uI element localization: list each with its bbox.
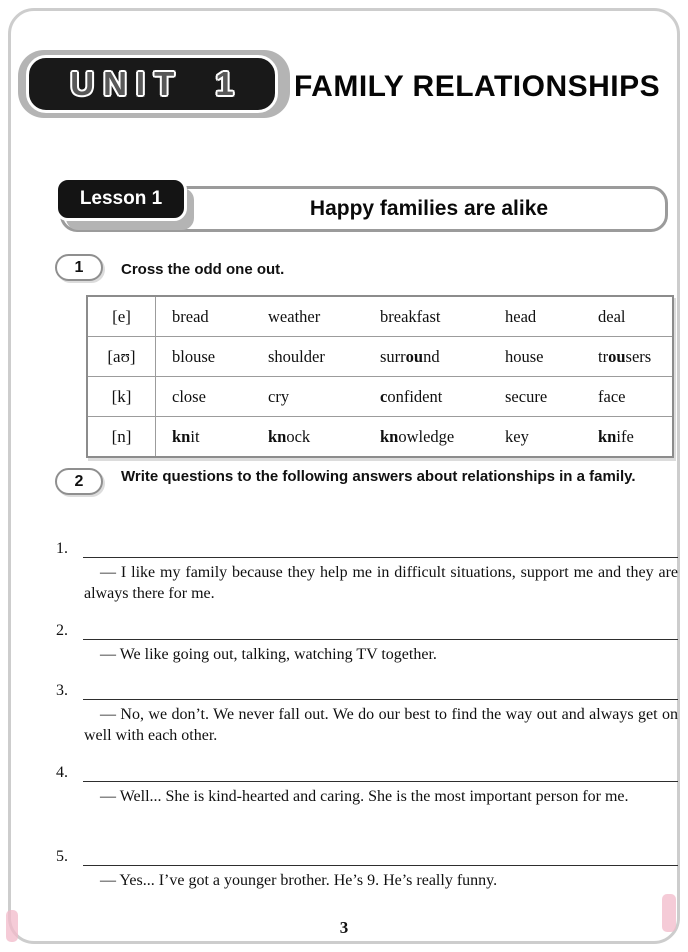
- exercise-1-instruction: Cross the odd one out.: [121, 261, 285, 278]
- lesson-title: Happy families are alike: [309, 197, 549, 220]
- answer-blank: [83, 540, 678, 558]
- item-number: 3.: [56, 682, 68, 699]
- word-list: [156, 297, 672, 336]
- word: head: [505, 306, 537, 326]
- print-artifact: [6, 910, 18, 942]
- sound-label: [n]: [88, 417, 156, 456]
- answer-text: — We like going out, talking, watching TV together.: [100, 646, 437, 663]
- answer-item: [56, 848, 678, 891]
- answer-item: [56, 540, 678, 604]
- word: knowledge: [380, 426, 455, 446]
- answer-item: [56, 682, 678, 746]
- word: knock: [268, 426, 311, 446]
- item-number: 1.: [56, 540, 68, 557]
- answer-item-head: [56, 682, 678, 700]
- word: close: [172, 386, 206, 406]
- page-number: 3: [339, 918, 349, 937]
- answer-blank: [83, 764, 678, 782]
- answer-item-head: [56, 848, 678, 866]
- answer-blank: [83, 848, 678, 866]
- word: blouse: [172, 346, 216, 366]
- exercise-2-instruction: Write questions to the following answers about relationships in a family.: [121, 468, 636, 485]
- word: house: [505, 346, 544, 366]
- answer-blank: [83, 622, 678, 640]
- word: deal: [598, 306, 626, 326]
- unit-banner: [26, 55, 278, 113]
- answer-item-head: [56, 540, 678, 558]
- answer-text: — No, we don’t. We never fall out. We do our best to find the way out and always get on well with each other.: [84, 706, 678, 744]
- exercise-2-number: 2: [74, 472, 84, 490]
- word: bread: [172, 306, 209, 326]
- word-list: [156, 377, 672, 416]
- answer-text: — Yes... I’ve got a younger brother. He’s 9. He’s really funny.: [100, 872, 498, 889]
- exercise-1-number-badge: [55, 254, 103, 281]
- sound-label: [e]: [88, 297, 156, 336]
- lesson-label: Lesson 1: [79, 188, 163, 209]
- table-row: [88, 417, 672, 456]
- exercise-2-number-badge: [55, 468, 103, 495]
- word: knit: [172, 426, 200, 446]
- lesson-tab: [55, 177, 187, 221]
- word: face: [598, 386, 626, 406]
- answer-item: [56, 622, 678, 665]
- word: confident: [380, 386, 443, 406]
- sound-label: [aʊ]: [88, 337, 156, 376]
- answer-item-head: [56, 622, 678, 640]
- item-number: 5.: [56, 848, 68, 865]
- word: secure: [505, 386, 548, 406]
- answer-text: — Well... She is kind-hearted and caring. She is the most important person for me.: [100, 788, 629, 805]
- unit-label: UNIT 1: [70, 65, 243, 102]
- sound-label: [k]: [88, 377, 156, 416]
- unit-title: FAMILY RELATIONSHIPS: [294, 70, 661, 103]
- word: breakfast: [380, 306, 441, 326]
- word: surround: [380, 346, 440, 366]
- word: cry: [268, 386, 290, 406]
- table-row: [88, 337, 672, 377]
- item-number: 4.: [56, 764, 68, 781]
- word: weather: [268, 306, 321, 326]
- word: shoulder: [268, 346, 325, 366]
- print-artifact: [662, 894, 676, 932]
- word: key: [505, 426, 529, 446]
- answer-item: [56, 764, 678, 807]
- word-list: [156, 337, 672, 376]
- answer-blank: [83, 682, 678, 700]
- table-row: [88, 297, 672, 337]
- table-row: [88, 377, 672, 417]
- exercise-1-number: 1: [74, 258, 84, 276]
- word-list: [156, 417, 672, 456]
- word: trousers: [598, 346, 652, 366]
- word: knife: [598, 426, 634, 446]
- answer-item-head: [56, 764, 678, 782]
- item-number: 2.: [56, 622, 68, 639]
- sound-table: [86, 295, 674, 458]
- answer-text: — I like my family because they help me in difficult situations, support me and they are always there for me.: [84, 564, 678, 602]
